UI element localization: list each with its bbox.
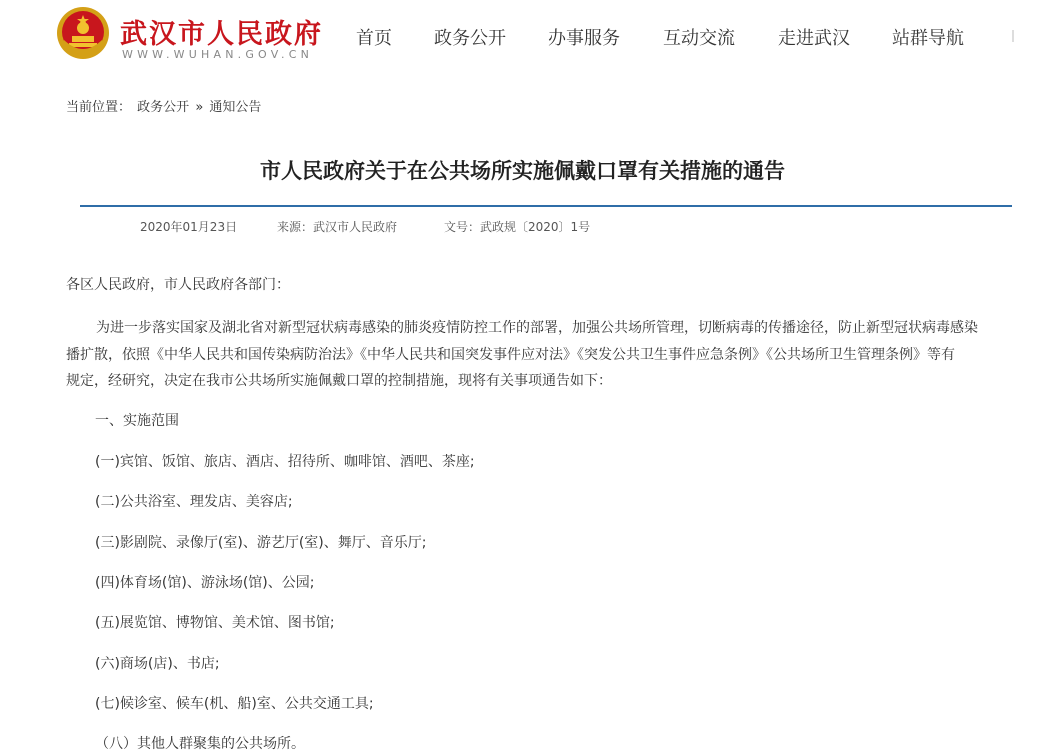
breadcrumb xyxy=(66,96,263,115)
intro-line: 规定，经研究，决定在我市公共场所实施佩戴口罩的控制措施，现将有关事项通告如下： xyxy=(66,373,612,389)
breadcrumb-item-government-affairs[interactable]: 政务公开 xyxy=(137,100,190,115)
nav-divider xyxy=(1012,30,1014,42)
nav-item-about-wuhan[interactable]: 走进武汉 xyxy=(778,28,850,49)
scope-item: (七)候诊室、候车(机、船)室、公共交通工具; xyxy=(95,696,374,712)
scope-item: (六)商场(店)、书店; xyxy=(95,656,220,672)
nav-item-site-navigation[interactable]: 站群导航 xyxy=(892,28,964,49)
intro-line: 播扩散，依照《中华人民共和国传染病防治法》《中华人民共和国突发事件应对法》《突发公共卫生事件应急条例》《公共场所卫生管理条例》等有 xyxy=(66,346,955,363)
nav-item-government-affairs[interactable]: 政务公开 xyxy=(434,28,506,49)
breadcrumb-item-notices[interactable]: 通知公告 xyxy=(209,100,262,115)
document-number: 文号：武政规〔2020〕1号 xyxy=(444,220,591,234)
scope-item: (四)体育场(馆)、游泳场(馆)、公园; xyxy=(95,575,315,591)
scope-item: （八）其他人群聚集的公共场所。 xyxy=(95,736,305,752)
scope-item: (三)影剧院、录像厅(室)、游艺厅(室)、舞厅、音乐厅; xyxy=(95,535,427,551)
scope-item: (五)展览馆、博物馆、美术馆、图书馆; xyxy=(95,615,335,631)
nav-item-services[interactable]: 办事服务 xyxy=(548,28,620,49)
section-heading: 一、实施范围 xyxy=(95,413,179,429)
nav-item-home[interactable]: 首页 xyxy=(356,28,392,49)
publish-date: 2020年01月23日 xyxy=(140,220,238,234)
site-header xyxy=(0,0,1045,72)
source-label: 来源：武汉市人民政府 xyxy=(277,220,398,234)
article-title: 市人民政府关于在公共场所实施佩戴口罩有关措施的通告 xyxy=(260,159,785,183)
intro-line: 为进一步落实国家及湖北省对新型冠状病毒感染的肺炎疫情防控工作的部署，加强公共场所管理，切断病毒的传播途径，防止新型冠状病毒感染 xyxy=(96,320,978,336)
scope-item: (一)宾馆、饭馆、旅店、酒店、招待所、咖啡馆、酒吧、茶座; xyxy=(95,454,475,470)
site-title[interactable]: 武汉市人民政府 xyxy=(120,19,323,50)
intro-paragraph xyxy=(66,315,1014,395)
site-url: WWW.WUHAN.GOV.CN xyxy=(122,48,314,61)
salutation: 各区人民政府，市人民政府各部门： xyxy=(66,277,290,293)
breadcrumb-prefix: 当前位置： xyxy=(66,100,132,115)
national-emblem-icon[interactable] xyxy=(56,6,110,60)
scope-item: (二)公共浴室、理发店、美容店; xyxy=(95,494,293,510)
nav-item-interaction[interactable]: 互动交流 xyxy=(663,28,735,49)
title-divider xyxy=(80,205,1012,207)
breadcrumb-separator: » xyxy=(195,100,204,115)
